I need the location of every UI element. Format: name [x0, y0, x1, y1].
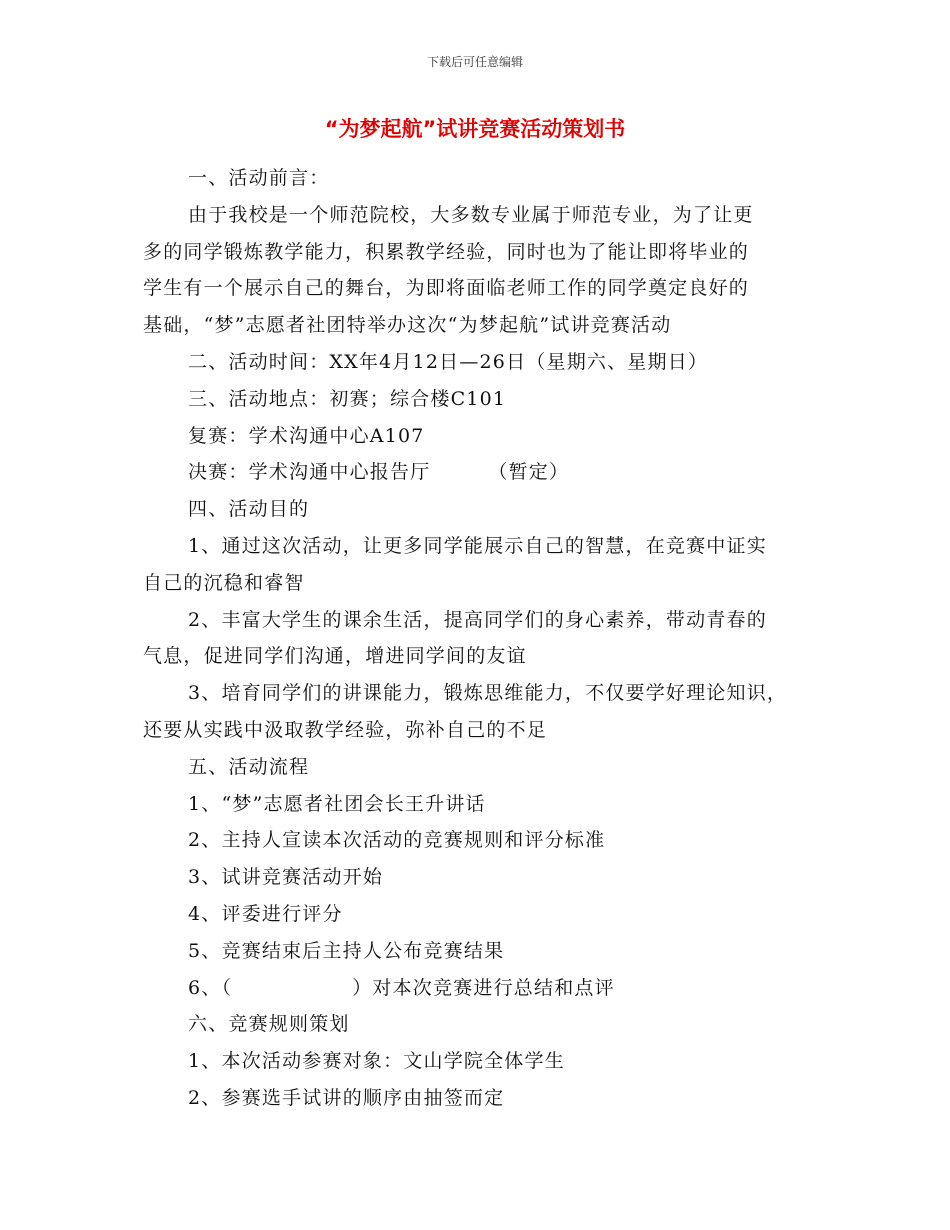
- process-item-2: 2、主持人宣读本次活动的竞赛规则和评分标准: [188, 829, 606, 852]
- preface-line-1: 由于我校是一个师范院校，大多数专业属于师范专业，为了让更: [188, 203, 754, 226]
- header-note: 下载后可任意编辑: [426, 55, 523, 69]
- section-heading-rules: 六、竞赛规则策划: [188, 1013, 350, 1036]
- process-item-4: 4、评委进行评分: [188, 902, 343, 925]
- final-place-main: 决赛：学术沟通中心报告厅: [188, 461, 431, 484]
- process-item-6-end: ）对本次竞赛进行总结和点评: [352, 976, 615, 999]
- document-body: [143, 160, 823, 1117]
- preface-line-3: 学生有一个展示自己的舞台，为即将面临老师工作的同学奠定良好的: [143, 277, 750, 300]
- final-place: [143, 454, 823, 491]
- section-heading-preface: 一、活动前言：: [188, 167, 330, 189]
- activity-place: 三、活动地点：初赛；综合楼C101: [188, 387, 507, 410]
- purpose-item-3-line-2: 还要从实践中汲取教学经验，弥补自己的不足: [143, 718, 548, 741]
- rules-item-2: 2、参赛选手试讲的顺序由抽签而定: [188, 1086, 505, 1109]
- purpose-item-2-line-1: 2、丰富大学生的课余生活，提高同学们的身心素养，带动青春的: [188, 608, 767, 631]
- purpose-item-1-line-2: 自己的沉稳和睿智: [143, 571, 305, 594]
- process-item-1: 1、“梦”志愿者社团会长王升讲话: [188, 792, 486, 815]
- preface-line-2: 多的同学锻炼教学能力，积累教学经验，同时也为了能让即将毕业的: [143, 240, 750, 263]
- final-place-note: （暂定）: [488, 461, 570, 484]
- section-heading-process: 五、活动流程: [188, 755, 310, 778]
- purpose-item-1-line-1: 1、通过这次活动，让更多同学能展示自己的智慧，在竞赛中证实: [188, 534, 767, 557]
- process-item-6: [143, 970, 823, 1007]
- document-title: “为梦起航”试讲竞赛活动策划书: [324, 117, 626, 141]
- process-item-5: 5、竞赛结束后主持人公布竞赛结果: [188, 939, 505, 962]
- preface-line-4: 基础，“梦”志愿者社团特举办这次“为梦起航”试讲竞赛活动: [143, 314, 672, 337]
- process-item-3: 3、试讲竞赛活动开始: [188, 866, 384, 889]
- section-heading-purpose: 四、活动目的: [188, 498, 310, 521]
- process-item-6-start: 6、（: [188, 976, 233, 999]
- purpose-item-3-line-1: 3、培育同学们的讲课能力，锻炼思维能力，不仅要学好理论知识，: [188, 682, 788, 705]
- semifinal-place: 复赛：学术沟通中心A107: [188, 424, 425, 447]
- rules-item-1: 1、本次活动参赛对象：文山学院全体学生: [188, 1050, 565, 1073]
- activity-time: 二、活动时间：XX年4月12日—26日（星期六、星期日）: [188, 350, 709, 373]
- purpose-item-2-line-2: 气息，促进同学们沟通，增进同学间的友谊: [143, 645, 527, 668]
